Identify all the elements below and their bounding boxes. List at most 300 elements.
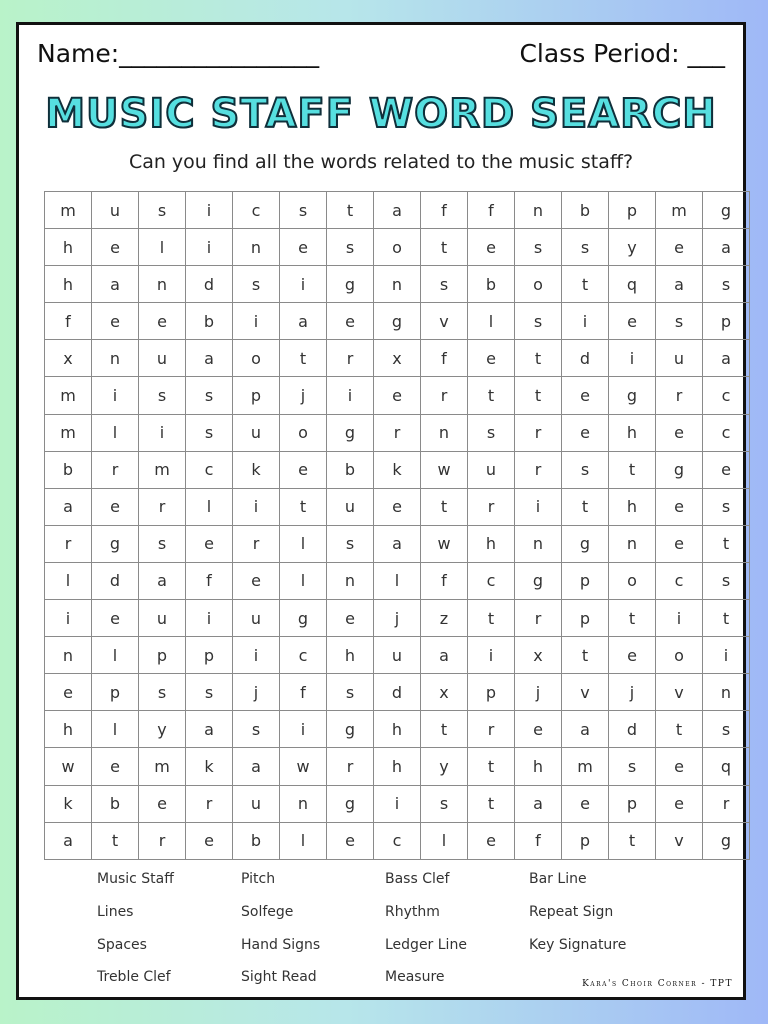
grid-cell: p (562, 822, 609, 859)
grid-cell: e (468, 822, 515, 859)
grid-cell: s (703, 266, 750, 303)
grid-cell: e (186, 525, 233, 562)
grid-cell: n (515, 525, 562, 562)
grid-cell: e (656, 785, 703, 822)
grid-cell: m (45, 192, 92, 229)
grid-cell: f (468, 192, 515, 229)
grid-cell: e (327, 822, 374, 859)
grid-cell: r (45, 525, 92, 562)
grid-cell: b (92, 785, 139, 822)
grid-cell: e (656, 488, 703, 525)
grid-cell: l (45, 562, 92, 599)
grid-cell: a (233, 748, 280, 785)
grid-cell: h (45, 711, 92, 748)
grid-cell: a (515, 785, 562, 822)
grid-cell: t (609, 600, 656, 637)
grid-cell: r (233, 525, 280, 562)
grid-cell: t (421, 229, 468, 266)
word-list-item: Repeat Sign (529, 904, 614, 920)
grid-cell: c (468, 562, 515, 599)
grid-cell: i (374, 785, 421, 822)
grid-cell: h (374, 748, 421, 785)
grid-cell: l (186, 488, 233, 525)
grid-cell: g (327, 414, 374, 451)
grid-cell: m (139, 451, 186, 488)
grid-cell: g (609, 377, 656, 414)
grid-cell: a (92, 266, 139, 303)
grid-cell: p (562, 562, 609, 599)
grid-cell: u (374, 637, 421, 674)
word-list-item: Lines (97, 904, 134, 920)
grid-cell: n (92, 340, 139, 377)
grid-cell: e (280, 451, 327, 488)
grid-cell: e (562, 785, 609, 822)
grid-cell: i (233, 488, 280, 525)
grid-row (45, 785, 750, 822)
grid-cell: j (609, 674, 656, 711)
grid-cell: d (609, 711, 656, 748)
grid-cell: a (703, 229, 750, 266)
grid-cell: l (468, 303, 515, 340)
grid-cell: n (233, 229, 280, 266)
grid-cell: r (656, 377, 703, 414)
grid-cell: t (327, 192, 374, 229)
grid-cell: v (562, 674, 609, 711)
grid-cell: o (233, 340, 280, 377)
grid-cell: h (327, 637, 374, 674)
grid-cell: l (92, 414, 139, 451)
worksheet (16, 22, 746, 1000)
grid-cell: h (45, 229, 92, 266)
grid-cell: g (374, 303, 421, 340)
grid-cell: o (374, 229, 421, 266)
class-period-label: Class Period: ___ (519, 39, 725, 68)
grid-row (45, 637, 750, 674)
grid-cell: w (280, 748, 327, 785)
grid-cell: a (186, 711, 233, 748)
grid-cell: p (562, 600, 609, 637)
grid-cell: m (139, 748, 186, 785)
grid-cell: l (92, 711, 139, 748)
grid-cell: p (92, 674, 139, 711)
grid-cell: e (45, 674, 92, 711)
grid-cell: i (233, 303, 280, 340)
grid-cell: f (515, 822, 562, 859)
grid-cell: s (562, 229, 609, 266)
grid-cell: r (515, 451, 562, 488)
grid-cell: i (656, 600, 703, 637)
grid-cell: e (327, 303, 374, 340)
grid-cell: i (186, 192, 233, 229)
grid-cell: s (186, 414, 233, 451)
word-list-item: Sight Read (241, 969, 317, 985)
grid-cell: i (515, 488, 562, 525)
grid-cell: t (421, 711, 468, 748)
grid-cell: p (186, 637, 233, 674)
grid-cell: l (139, 229, 186, 266)
grid-cell: y (421, 748, 468, 785)
grid-cell: t (562, 637, 609, 674)
grid-cell: b (327, 451, 374, 488)
grid-cell: k (374, 451, 421, 488)
grid-cell: i (280, 711, 327, 748)
grid-cell: u (233, 414, 280, 451)
grid-cell: i (186, 229, 233, 266)
grid-cell: b (562, 192, 609, 229)
grid-cell: s (656, 303, 703, 340)
grid-cell: p (233, 377, 280, 414)
word-list-item: Pitch (241, 871, 276, 887)
grid-cell: p (139, 637, 186, 674)
grid-cell: t (421, 488, 468, 525)
grid-cell: a (562, 711, 609, 748)
grid-cell: m (45, 414, 92, 451)
grid-cell: a (45, 822, 92, 859)
grid-row (45, 600, 750, 637)
grid-cell: g (92, 525, 139, 562)
grid-cell: h (609, 488, 656, 525)
grid-cell: e (280, 229, 327, 266)
grid-cell: u (92, 192, 139, 229)
grid-cell: f (280, 674, 327, 711)
word-list-item: Ledger Line (385, 937, 467, 953)
grid-cell: s (139, 192, 186, 229)
grid-cell: u (327, 488, 374, 525)
grid-cell: a (656, 266, 703, 303)
grid-cell: e (703, 451, 750, 488)
grid-cell: p (703, 303, 750, 340)
grid-row (45, 451, 750, 488)
grid-cell: c (374, 822, 421, 859)
grid-cell: t (515, 340, 562, 377)
grid-cell: l (280, 822, 327, 859)
grid-cell: f (421, 562, 468, 599)
grid-cell: t (468, 377, 515, 414)
grid-cell: w (421, 451, 468, 488)
grid-cell: i (92, 377, 139, 414)
grid-cell: g (703, 192, 750, 229)
word-list-item: Treble Clef (97, 969, 171, 985)
grid-cell: r (186, 785, 233, 822)
grid-cell: n (45, 637, 92, 674)
word-list-item: Solfege (241, 904, 294, 920)
grid-cell: b (468, 266, 515, 303)
grid-cell: h (468, 525, 515, 562)
word-list-item: Music Staff (97, 871, 174, 887)
header-row (37, 39, 725, 73)
grid-cell: c (703, 377, 750, 414)
grid-cell: x (421, 674, 468, 711)
grid-cell: r (421, 377, 468, 414)
grid-row (45, 822, 750, 859)
grid-cell: r (139, 488, 186, 525)
grid-cell: e (92, 488, 139, 525)
grid-cell: u (139, 600, 186, 637)
grid-cell: v (656, 822, 703, 859)
grid-cell: m (45, 377, 92, 414)
grid-cell: s (186, 674, 233, 711)
grid-cell: i (233, 637, 280, 674)
grid-cell: n (139, 266, 186, 303)
grid-row (45, 303, 750, 340)
grid-cell: q (703, 748, 750, 785)
grid-cell: e (327, 600, 374, 637)
grid-cell: t (468, 785, 515, 822)
grid-cell: r (703, 785, 750, 822)
grid-cell: g (280, 600, 327, 637)
page-title: MUSIC STAFF WORD SEARCH (45, 91, 717, 137)
grid-cell: s (233, 711, 280, 748)
grid-cell: w (45, 748, 92, 785)
grid-cell: s (562, 451, 609, 488)
grid-cell: i (609, 340, 656, 377)
grid-cell: i (703, 637, 750, 674)
grid-cell: t (468, 748, 515, 785)
grid-cell: j (280, 377, 327, 414)
grid-cell: r (468, 488, 515, 525)
grid-cell: s (139, 525, 186, 562)
instructions: Can you find all the words related to the music staff? (128, 151, 634, 173)
grid-cell: r (515, 414, 562, 451)
grid-cell: a (139, 562, 186, 599)
word-list-item: Measure (385, 969, 445, 985)
grid-cell: b (45, 451, 92, 488)
grid-cell: y (139, 711, 186, 748)
grid-cell: d (92, 562, 139, 599)
grid-cell: u (656, 340, 703, 377)
grid-cell: c (186, 451, 233, 488)
grid-cell: s (703, 488, 750, 525)
grid-cell: e (468, 340, 515, 377)
grid-cell: x (374, 340, 421, 377)
grid-cell: a (374, 525, 421, 562)
grid-cell: s (280, 192, 327, 229)
grid-cell: a (421, 637, 468, 674)
grid-row (45, 562, 750, 599)
grid-cell: l (280, 525, 327, 562)
grid-cell: h (515, 748, 562, 785)
grid-cell: e (92, 303, 139, 340)
grid-cell: e (656, 525, 703, 562)
grid-cell: t (468, 600, 515, 637)
grid-cell: k (186, 748, 233, 785)
grid-cell: u (139, 340, 186, 377)
grid-cell: n (421, 414, 468, 451)
grid-cell: i (45, 600, 92, 637)
grid-cell: p (468, 674, 515, 711)
grid-cell: o (656, 637, 703, 674)
grid-cell: c (703, 414, 750, 451)
grid-row (45, 414, 750, 451)
word-list (97, 871, 677, 991)
grid-cell: e (139, 303, 186, 340)
grid-cell: f (421, 340, 468, 377)
grid-cell: t (656, 711, 703, 748)
grid-cell: e (92, 748, 139, 785)
grid-cell: b (233, 822, 280, 859)
grid-cell: d (374, 674, 421, 711)
grid-cell: s (468, 414, 515, 451)
grid-cell: e (92, 600, 139, 637)
grid-cell: y (609, 229, 656, 266)
grid-cell: k (45, 785, 92, 822)
grid-cell: o (515, 266, 562, 303)
grid-cell: g (327, 266, 374, 303)
grid-cell: s (139, 674, 186, 711)
grid-cell: v (656, 674, 703, 711)
grid-cell: g (562, 525, 609, 562)
grid-cell: i (468, 637, 515, 674)
grid-cell: n (327, 562, 374, 599)
credit-text: Kara's Choir Corner - TPT (582, 979, 733, 989)
grid-cell: s (609, 748, 656, 785)
grid-cell: l (374, 562, 421, 599)
grid-row (45, 229, 750, 266)
word-list-item: Spaces (97, 937, 147, 953)
grid-cell: d (562, 340, 609, 377)
grid-cell: e (656, 748, 703, 785)
grid-cell: r (374, 414, 421, 451)
grid-cell: e (92, 229, 139, 266)
grid-cell: u (468, 451, 515, 488)
grid-row (45, 748, 750, 785)
grid-cell: e (609, 303, 656, 340)
grid-cell: l (421, 822, 468, 859)
grid-cell: r (139, 822, 186, 859)
grid-cell: i (327, 377, 374, 414)
grid-cell: g (327, 785, 374, 822)
grid-row (45, 488, 750, 525)
grid-cell: e (374, 488, 421, 525)
name-field-label: Name:________________ (37, 39, 320, 68)
grid-cell: s (327, 229, 374, 266)
grid-cell: x (45, 340, 92, 377)
grid-cell: s (515, 229, 562, 266)
grid-cell: t (515, 377, 562, 414)
grid-cell: t (280, 488, 327, 525)
grid-cell: s (327, 525, 374, 562)
grid-cell: g (703, 822, 750, 859)
grid-cell: t (280, 340, 327, 377)
grid-cell: z (421, 600, 468, 637)
word-search-grid (44, 191, 750, 860)
grid-row (45, 674, 750, 711)
grid-cell: c (656, 562, 703, 599)
grid-cell: e (468, 229, 515, 266)
grid-cell: b (186, 303, 233, 340)
grid-cell: s (421, 785, 468, 822)
grid-cell: r (327, 340, 374, 377)
grid-cell: m (562, 748, 609, 785)
grid-row (45, 340, 750, 377)
grid-cell: e (186, 822, 233, 859)
grid-cell: m (656, 192, 703, 229)
grid-row (45, 711, 750, 748)
grid-cell: e (609, 637, 656, 674)
grid-cell: q (609, 266, 656, 303)
grid-cell: e (374, 377, 421, 414)
grid-cell: c (280, 637, 327, 674)
grid-cell: a (374, 192, 421, 229)
word-list-item: Hand Signs (241, 937, 321, 953)
grid-row (45, 266, 750, 303)
grid-cell: u (233, 600, 280, 637)
grid-cell: e (562, 414, 609, 451)
grid-cell: s (421, 266, 468, 303)
grid-cell: a (186, 340, 233, 377)
grid-cell: f (45, 303, 92, 340)
grid-cell: t (92, 822, 139, 859)
grid-cell: n (280, 785, 327, 822)
grid-cell: t (703, 525, 750, 562)
word-list-item: Key Signature (529, 937, 627, 953)
grid-cell: r (468, 711, 515, 748)
grid-cell: w (421, 525, 468, 562)
grid-cell: n (515, 192, 562, 229)
grid-row (45, 525, 750, 562)
grid-cell: t (562, 488, 609, 525)
grid-cell: e (656, 414, 703, 451)
grid-cell: i (186, 600, 233, 637)
grid-cell: j (515, 674, 562, 711)
grid-cell: p (609, 192, 656, 229)
grid-cell: e (656, 229, 703, 266)
grid-cell: k (233, 451, 280, 488)
grid-cell: g (327, 711, 374, 748)
grid-cell: e (515, 711, 562, 748)
grid-cell: s (703, 562, 750, 599)
grid-cell: s (703, 711, 750, 748)
grid-row (45, 377, 750, 414)
grid-cell: c (233, 192, 280, 229)
word-list-item: Bar Line (529, 871, 587, 887)
grid-cell: r (515, 600, 562, 637)
grid-cell: e (139, 785, 186, 822)
grid-cell: l (92, 637, 139, 674)
grid-cell: s (233, 266, 280, 303)
grid-cell: f (421, 192, 468, 229)
grid-cell: h (374, 711, 421, 748)
grid-cell: v (421, 303, 468, 340)
grid-cell: a (280, 303, 327, 340)
grid-cell: e (562, 377, 609, 414)
grid-cell: s (186, 377, 233, 414)
word-list-item: Rhythm (385, 904, 440, 920)
grid-cell: s (139, 377, 186, 414)
grid-cell: s (515, 303, 562, 340)
grid-cell: n (703, 674, 750, 711)
grid-cell: s (327, 674, 374, 711)
grid-cell: t (562, 266, 609, 303)
grid-cell: t (703, 600, 750, 637)
grid-cell: n (609, 525, 656, 562)
grid-cell: a (45, 488, 92, 525)
grid-cell: h (45, 266, 92, 303)
grid-cell: i (139, 414, 186, 451)
grid-cell: t (609, 451, 656, 488)
grid-cell: g (515, 562, 562, 599)
grid-cell: x (515, 637, 562, 674)
grid-cell: i (280, 266, 327, 303)
grid-cell: h (609, 414, 656, 451)
grid-cell: a (703, 340, 750, 377)
grid-cell: t (609, 822, 656, 859)
grid-cell: j (233, 674, 280, 711)
grid-row (45, 192, 750, 229)
grid-cell: e (233, 562, 280, 599)
grid-cell: r (327, 748, 374, 785)
grid-cell: o (280, 414, 327, 451)
